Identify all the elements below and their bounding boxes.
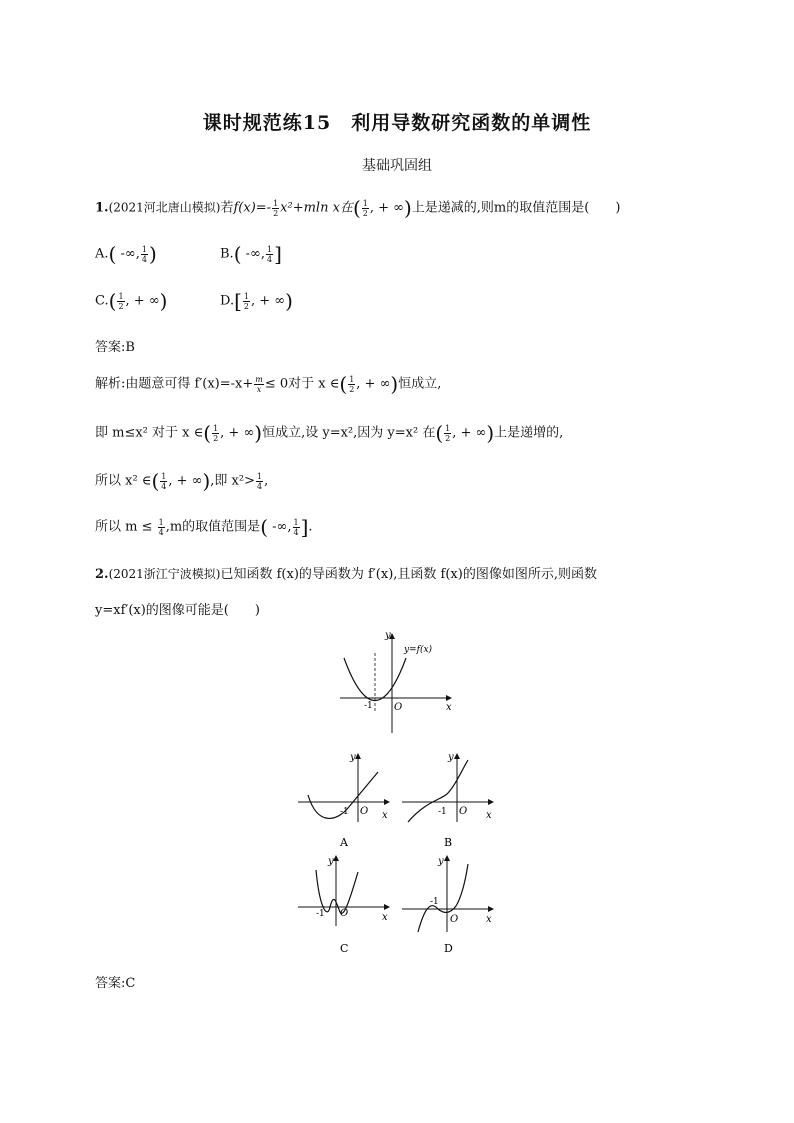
choice-b-graph[interactable] xyxy=(400,750,500,850)
svg-text:O: O xyxy=(340,908,349,919)
question-2-stem-line2: y=xf′(x)的图像可能是( ) xyxy=(95,603,260,618)
svg-text:x: x xyxy=(382,912,388,923)
choice-c-label: C xyxy=(340,942,349,955)
stem-text-b: 上是递减的,则m的取值范围是( ) xyxy=(411,200,621,216)
answer-2: 答案:C xyxy=(95,976,136,991)
option-a[interactable]: A.( -∞, $\frac{1}{4}$ ) xyxy=(95,242,157,266)
fraction: $\frac{1}{2}$ xyxy=(362,198,368,218)
analysis-line-4: 所以 m ≤ $\frac{1}{4}$ ,m的取值范围是( -∞, $\frac{1}{4}$ ]. xyxy=(95,515,313,539)
choice-a-graph[interactable] xyxy=(296,750,396,850)
page-title: 课时规范练15 利用导数研究函数的单调性 xyxy=(202,112,592,134)
analysis-line-2: 即 m≤x² 对于 x ∈( $\frac{1}{2}$ , + ∞)恒成立,设 y=x²,因为 y=x² 在( $\frac{1}{2}$ , + ∞)上是递增的, xyxy=(95,421,564,445)
choice-b-label: B xyxy=(444,836,453,849)
question-source: (2021河北唐山模拟) xyxy=(108,200,221,215)
tick-label: -1 xyxy=(364,701,373,711)
choice-d-graph[interactable] xyxy=(400,852,500,956)
choice-a-label: A xyxy=(340,836,348,849)
answer-1: 答案:B xyxy=(95,340,135,355)
svg-text:-1: -1 xyxy=(438,807,447,817)
stem-text: 若 xyxy=(220,200,234,216)
svg-text:x: x xyxy=(486,914,492,925)
question-number: 1. xyxy=(95,200,109,216)
x-axis-label: x xyxy=(446,702,452,713)
y-axis-label: y xyxy=(385,630,391,641)
svg-text:x: x xyxy=(486,810,492,821)
svg-text:O: O xyxy=(450,914,459,925)
question-2-stem: 2.(2021浙江宁波模拟)已知函数 f(x)的导函数为 f′(x),且函数 f(x)的图像如图所示,则函数 xyxy=(95,567,597,582)
option-b[interactable]: B.( -∞, $\frac{1}{4}$ ] xyxy=(220,242,282,266)
function-graph xyxy=(330,628,460,738)
svg-text:y: y xyxy=(448,752,454,763)
svg-text:O: O xyxy=(360,806,369,817)
origin-label: O xyxy=(394,702,403,713)
fraction: $\frac{1}{2}$ xyxy=(273,198,279,218)
svg-text:y: y xyxy=(350,752,356,763)
option-d[interactable]: D.[ $\frac{1}{2}$ , + ∞) xyxy=(220,289,293,313)
interval-end: , + ∞ xyxy=(369,200,404,216)
function-expr-b: x²+mln x在 xyxy=(280,200,353,216)
choice-c-graph[interactable] xyxy=(296,852,396,956)
function-expr: f(x)=- xyxy=(233,200,272,216)
section-heading: 基础巩固组 xyxy=(362,158,432,174)
choice-d-label: D xyxy=(444,942,453,955)
curve-label: y=f(x) xyxy=(404,645,433,655)
svg-text:-1: -1 xyxy=(340,807,349,817)
question-1-stem: 1.(2021河北唐山模拟)若f(x)=- $\frac{1}{2}$ x²+mln x在( $\frac{1}{2}$ , + ∞)上是递减的,则m的取值范围是( ) xyxy=(95,196,621,220)
svg-text:O: O xyxy=(459,806,468,817)
svg-text:y: y xyxy=(438,856,444,867)
analysis-line-3: 所以 x² ∈( $\frac{1}{4}$ , + ∞),即 x²> $\frac{1}{4}$ , xyxy=(95,469,269,493)
svg-text:y: y xyxy=(328,856,334,867)
svg-text:-1: -1 xyxy=(316,909,325,919)
svg-text:x: x xyxy=(382,810,388,821)
option-c[interactable]: C.( $\frac{1}{2}$ , + ∞) xyxy=(95,289,168,313)
svg-text:-1: -1 xyxy=(430,897,439,907)
analysis-line-1: 解析:由题意可得 f′(x)=-x+ $\frac{m}{x}$ ≤ 0对于 x ∈( $\frac{1}{2}$ , + ∞)恒成立, xyxy=(95,372,442,396)
